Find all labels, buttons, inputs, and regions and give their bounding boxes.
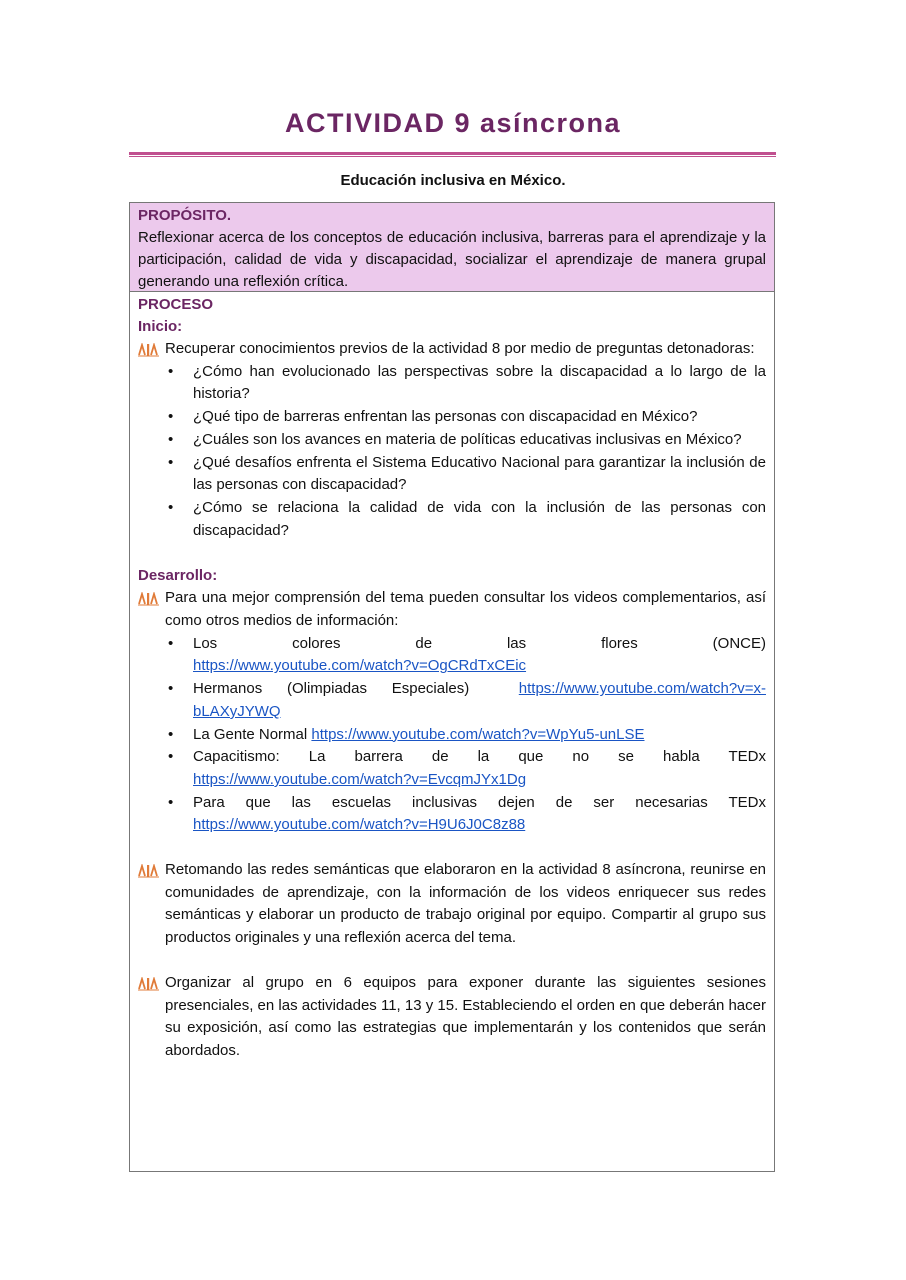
list-item bbox=[138, 724, 766, 747]
video-label: • Para que las escuelas inclusivas dejen de ser necesarias TEDx bbox=[193, 793, 766, 811]
video-link[interactable]: https://www.youtube.com/watch?v=WpYu5-unLSE bbox=[311, 725, 645, 743]
list-item bbox=[138, 678, 766, 723]
video-link[interactable]: https://www.youtube.com/watch?v=x-bLAXyJYWQ bbox=[193, 680, 766, 720]
subtitle: Educación inclusiva en México. bbox=[340, 172, 566, 189]
video-link[interactable]: https://www.youtube.com/watch?v=OgCRdTxCEic bbox=[193, 657, 527, 675]
video-link[interactable]: https://www.youtube.com/watch?v=EvcqmJYx1Dg bbox=[193, 770, 527, 788]
desarrollo-step-2 bbox=[138, 859, 766, 950]
list-item: • ¿Cuáles son los avances en materia de políticas educativas inclusivas en México? bbox=[138, 429, 766, 452]
video-label: Hermanos (Olimpiadas Especiales) bbox=[193, 680, 470, 698]
desarrollo-step-3 bbox=[138, 972, 766, 1063]
step3-text: Organizar al grupo en 6 equipos para exponer durante las siguientes sesiones presenciales, en las actividades 11, 13 y 15. Estableciendo el orden en que deberán hacer su exposición, así como las estrategias que implementarán y los contenidos que serán abordados. bbox=[165, 973, 766, 1059]
page-title: ACTIVIDAD 9 asíncrona bbox=[284, 108, 622, 138]
inicio-step bbox=[138, 338, 766, 361]
book-bullet-icon bbox=[138, 592, 160, 606]
list-item: • ¿Cómo han evolucionado las perspectivas sobre la discapacidad a lo largo de la historia? bbox=[138, 361, 766, 406]
video-list bbox=[138, 633, 766, 837]
title-rule bbox=[129, 152, 776, 155]
book-bullet-icon bbox=[138, 977, 160, 991]
inicio-heading: Inicio: bbox=[138, 318, 183, 335]
book-bullet-icon bbox=[138, 343, 160, 357]
process-heading: PROCESO bbox=[138, 296, 214, 313]
title-rule-thin bbox=[129, 156, 776, 157]
video-label: • Capacitismo: La barrera de la que no se habla TEDx bbox=[193, 748, 766, 766]
video-label: • Los colores de las flores (ONCE) bbox=[193, 634, 766, 652]
list-item: • ¿Qué tipo de barreras enfrentan las personas con discapacidad en México? bbox=[138, 406, 766, 429]
video-link[interactable]: https://www.youtube.com/watch?v=H9U6J0C8z88 bbox=[193, 816, 526, 834]
list-item bbox=[138, 746, 766, 791]
list-item bbox=[138, 633, 766, 678]
process-box bbox=[129, 292, 775, 1172]
purpose-heading: PROPÓSITO. bbox=[138, 207, 232, 224]
list-item bbox=[138, 792, 766, 837]
video-label: La Gente Normal bbox=[193, 725, 308, 743]
list-item: • ¿Qué desafíos enfrenta el Sistema Educativo Nacional para garantizar la inclusión de las personas con discapacidad? bbox=[138, 452, 766, 497]
purpose-box bbox=[129, 202, 775, 292]
purpose-text: Reflexionar acerca de los conceptos de educación inclusiva, barreras para el aprendizaje y la participación, calidad de vida y discapacidad, socializar el aprendizaje de manera grupal generando una reflexión crítica. bbox=[138, 229, 766, 290]
desarrollo-intro: Para una mejor comprensión del tema pueden consultar los videos complementarios, así como otros medios de información: bbox=[165, 589, 766, 630]
desarrollo-step-1 bbox=[138, 587, 766, 632]
question-list bbox=[138, 361, 766, 543]
inicio-intro: Recuperar conocimientos previos de la actividad 8 por medio de preguntas detonadoras: bbox=[165, 340, 755, 357]
book-bullet-icon bbox=[138, 864, 160, 878]
step2-text: Retomando las redes semánticas que elaboraron en la actividad 8 asíncrona, reunirse en comunidades de aprendizaje, con la información de los videos enriquecer sus redes semánticas y elaborar un producto de trabajo original por equipo. Compartir al grupo sus productos originales y una reflexión acerca del tema. bbox=[165, 861, 766, 947]
list-item: • ¿Cómo se relaciona la calidad de vida con la inclusión de las personas con discapacidad? bbox=[138, 497, 766, 542]
desarrollo-heading: Desarrollo: bbox=[138, 567, 218, 585]
